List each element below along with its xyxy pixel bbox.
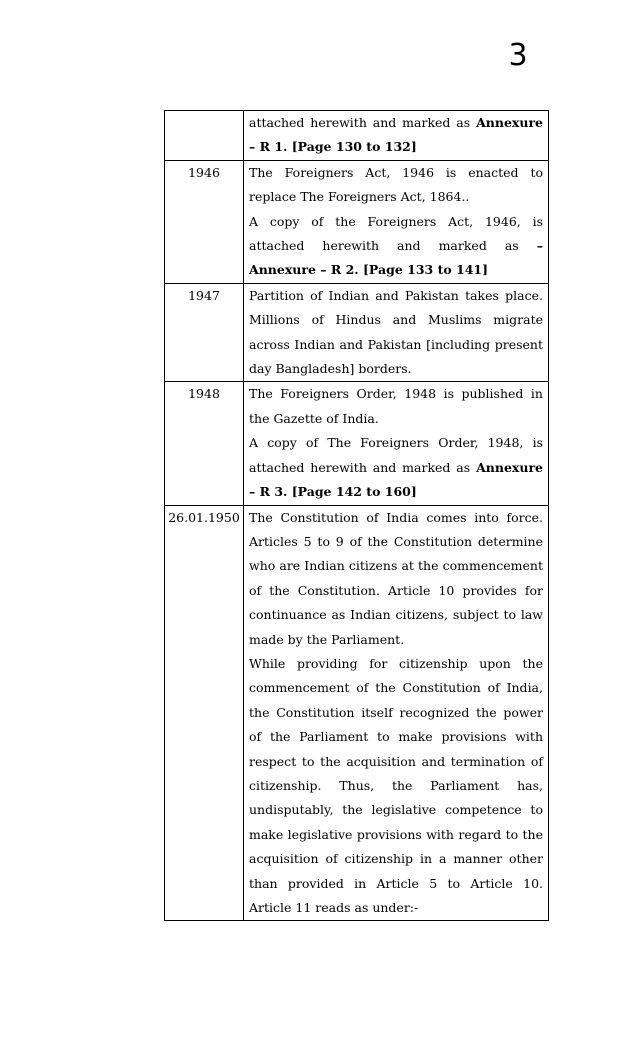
page-number: 3: [508, 38, 528, 73]
event-description-cell: [244, 111, 549, 161]
timeline-body: [165, 111, 549, 921]
paragraph-text: The Foreigners Act, 1946 is enacted to replace The Foreigners Act, 1864..: [249, 164, 543, 205]
event-description-cell: [244, 382, 549, 505]
date-cell: [165, 283, 244, 382]
event-paragraph: [249, 431, 543, 504]
date-cell: [165, 160, 244, 283]
event-paragraph: [249, 111, 543, 160]
date-cell: [165, 382, 244, 505]
event-paragraph: [249, 652, 543, 920]
timeline-table: [164, 110, 549, 921]
paragraph-text: attached herewith and marked as: [249, 115, 477, 130]
paragraph-text: While providing for citizenship upon the commencement of the Constitution of India, the Constitution itself recognized the power of the Parliament to make provisions with respect to the acquisition and termination of citizenship. Thus, the Parliament has, undisputably, the legislative competence to make legislative provisions with regard to the acquisition of citizenship in a manner other than provided in Article 5 to Article 10. Article 11 reads as under:-: [249, 655, 543, 915]
table-row: [165, 505, 549, 921]
table-row: [165, 283, 549, 382]
event-date: 26.01.1950: [168, 509, 240, 525]
paragraph-text: A copy of The Foreigners Order, 1948, is attached herewith and marked as: [249, 435, 543, 475]
event-description-cell: [244, 505, 549, 921]
event-date: 1948: [188, 386, 220, 402]
paragraph-text: Partition of Indian and Pakistan takes place. Millions of Hindus and Muslims migrate across Indian and Pakistan [including present day Bangladesh] borders.: [249, 287, 543, 377]
event-paragraph: [249, 506, 543, 652]
annexure-reference: Annexure – R 1. [Page 130 to 132]: [249, 115, 543, 155]
event-description-cell: [244, 283, 549, 382]
event-date: 1947: [188, 287, 220, 303]
table-row: [165, 160, 549, 283]
table-row: [165, 111, 549, 161]
date-cell: [165, 111, 244, 161]
event-paragraph: [249, 210, 543, 283]
event-date: 1946: [188, 164, 220, 180]
annexure-reference: – Annexure – R 2. [Page 133 to 141]: [249, 238, 543, 278]
date-cell: [165, 505, 244, 921]
event-paragraph: [249, 161, 543, 210]
paragraph-text: The Constitution of India comes into force. Articles 5 to 9 of the Constitution determine who are Indian citizens at the commencement of the Constitution. Article 10 provides for continuance as Indian citizens, subject to law made by the Parliament.: [249, 509, 543, 647]
paragraph-text: The Foreigners Order, 1948 is published in the Gazette of India.: [249, 386, 543, 426]
table-row: [165, 382, 549, 505]
annexure-reference: Annexure – R 3. [Page 142 to 160]: [249, 459, 543, 500]
event-description-cell: [244, 160, 549, 283]
paragraph-text: A copy of the Foreigners Act, 1946, is attached herewith and marked as: [249, 213, 543, 254]
event-paragraph: [249, 382, 543, 431]
event-paragraph: [249, 284, 543, 382]
